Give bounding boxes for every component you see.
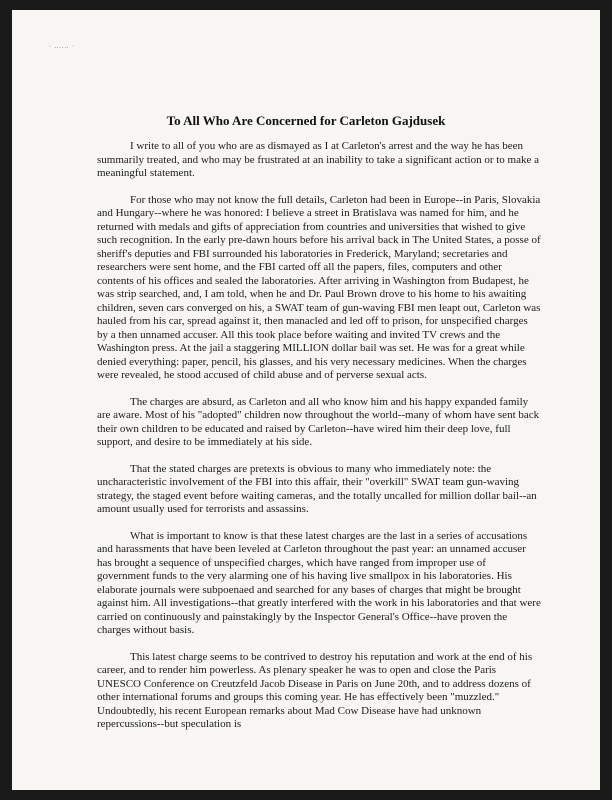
- paragraph-1: I write to all of you who are as dismayed as I at Carleton's arrest and the way he has been summarily treated, and who may be frustrated at an inability to take a significant action or to make a meaningful statement.: [97, 140, 539, 179]
- paragraph-4: That the stated charges are pretexts is obvious to many who immediately note: the uncharacteristic involvement of the FBI into this affair, their "overkill" SWAT team gun-waving strategy, the staged event before waiting cameras, and the totally uncalled for million dollar bail--an amount usually used for terrorists and assassins.: [97, 462, 537, 515]
- document-title: To All Who Are Concerned for Carleton Gajdusek: [166, 113, 446, 128]
- paragraph-2: For those who may not know the full details, Carleton had been in Europe--in Paris, Slovakia and Hungary--where he was honored: I believe a street in Bratislava was named for him, and he returned with medals and gifts of appreciation from countries and universities that wished to give such recognition. In the early pre-dawn hours before his arrival back in The United States, a posse of sheriff's deputies and FBI surrounded his laboratories in Frederick, Maryland; secretaries and researchers were sent home, and the FBI carted off all the papers, files, computers and other contents of his offices and sealed the laboratories. After arriving in Washington from Budapest, he was strip searched, and, I am told, when he and Dr. Paul Brown drove to his home to his awaiting children, seven cars converged on his, a SWAT team of gun-waving FBI men leapt out, Carleton was hauled from his car, spread against it, then manacled and led off to prison, for unspecified charges by a then unnamed accuser. All this took place before waiting and invited TV crews and the Washington press. At the jail a staggering MILLION dollar bail was set. He was for a great while denied everything: paper, pencil, his glasses, and his very necessary medicines. When the charges were revealed, he stood accused of child abuse and of perverse sexual acts.: [97, 193, 541, 381]
- paragraph-5: What is important to know is that these latest charges are the last in a series of accusations and harassments that have been leveled at Carleton throughout the past year: an unnamed accuser has brought a sequence of unspecified charges, which have ranged from improper use of government funds to the very alarming one of his having live smallpox in his laboratories. His elaborate journals were subpoenaed and searched for any bases of charges that might be brought against him. All investigations--that greatly interfered with the work in his laboratories and that were carried on continuously and painstakingly by the Inspector General's Office--have proven the charges without basis.: [97, 529, 541, 636]
- paragraph-3: The charges are absurd, as Carleton and all who know him and his happy expanded family are aware. Most of his "adopted" children now throughout the world--many of whom have sent back their own children to be educated and raised by Carleton--have wired him their deep love, full support, and desire to be immediately at his side.: [97, 395, 540, 448]
- letter-body: [97, 140, 541, 745]
- paragraph-6: This latest charge seems to be contrived to destroy his reputation and work at the end of his career, and to render him powerless. As plenary speaker he was to open and close the Paris UNESCO Conference on Creutzfeld Jacob Disease in Paris on June 20th, and to address dozens of other international forums and groups this coming year. He has effectively been "muzzled." Undoubtedly, his recent European remarks about Mad Cow Disease have had unknown repercussions--but speculation is: [97, 650, 533, 730]
- document-page: [12, 10, 600, 790]
- stray-marks: · ...... ·: [49, 44, 75, 50]
